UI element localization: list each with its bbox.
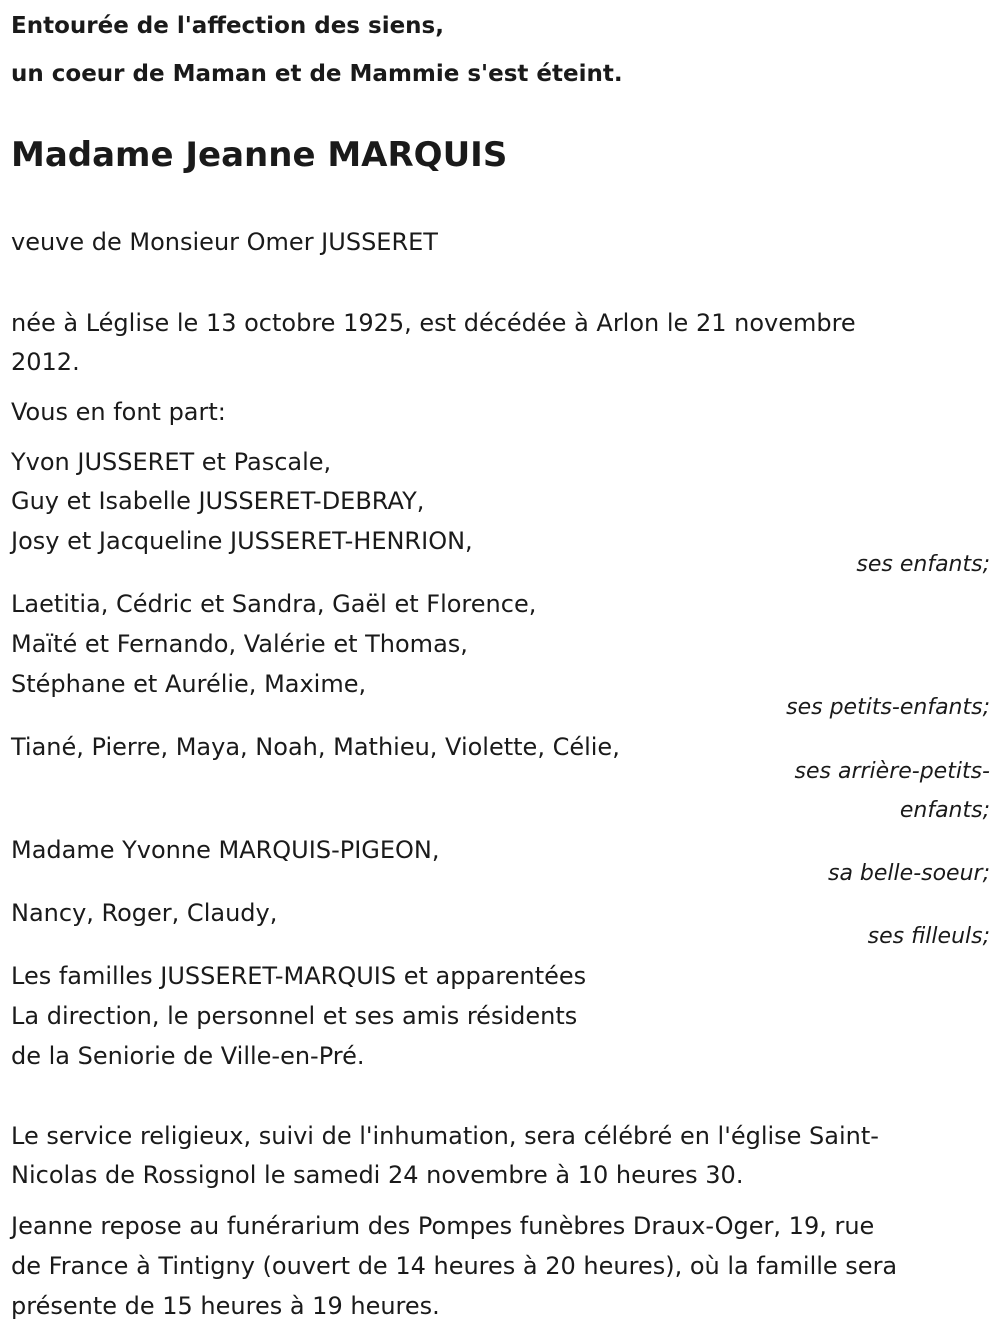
deceased-name: Madame Jeanne MARQUIS bbox=[11, 135, 508, 175]
birth-death-line-1: née à Léglise le 13 octobre 1925, est décédée à Arlon le 21 novembre bbox=[11, 309, 856, 337]
relation-label: ses enfants; bbox=[856, 552, 990, 577]
others-line: La direction, le personnel et ses amis résidents bbox=[11, 1002, 578, 1030]
family-line: Maïté et Fernando, Valérie et Thomas, bbox=[11, 630, 468, 658]
family-line: Guy et Isabelle JUSSERET-DEBRAY, bbox=[11, 487, 425, 515]
family-line: Tiané, Pierre, Maya, Noah, Mathieu, Violette, Célie, bbox=[11, 733, 620, 761]
family-line: Madame Yvonne MARQUIS-PIGEON, bbox=[11, 836, 440, 864]
spouse-line: veuve de Monsieur Omer JUSSERET bbox=[11, 228, 438, 256]
family-line: Laetitia, Cédric et Sandra, Gaël et Florence, bbox=[11, 590, 537, 618]
birth-death-line-2: 2012. bbox=[11, 348, 80, 376]
relation-label: enfants; bbox=[899, 798, 990, 823]
funeral-home-line: présente de 15 heures à 19 heures. bbox=[11, 1292, 440, 1320]
funeral-home-line: de France à Tintigny (ouvert de 14 heures à 20 heures), où la famille sera bbox=[11, 1252, 898, 1280]
family-line: Yvon JUSSERET et Pascale, bbox=[11, 448, 332, 476]
funeral-home-line: Jeanne repose au funérarium des Pompes funèbres Draux-Oger, 19, rue bbox=[11, 1212, 875, 1240]
relation-label: ses arrière-petits- bbox=[794, 759, 990, 784]
family-line: Stéphane et Aurélie, Maxime, bbox=[11, 670, 367, 698]
announcement: Vous en font part: bbox=[11, 398, 226, 426]
intro-line-1: Entourée de l'affection des siens, bbox=[11, 13, 444, 39]
others-line: Les familles JUSSERET-MARQUIS et apparentées bbox=[11, 962, 587, 990]
service-line: Le service religieux, suivi de l'inhumation, sera célébré en l'église Saint- bbox=[11, 1122, 879, 1150]
family-line: Nancy, Roger, Claudy, bbox=[11, 899, 278, 927]
relation-label: sa belle-soeur; bbox=[828, 861, 990, 886]
relation-label: ses petits-enfants; bbox=[786, 695, 990, 720]
service-line: Nicolas de Rossignol le samedi 24 novembre à 10 heures 30. bbox=[11, 1161, 744, 1189]
relation-label: ses filleuls; bbox=[867, 924, 990, 949]
family-line: Josy et Jacqueline JUSSERET-HENRION, bbox=[11, 527, 473, 555]
others-line: de la Seniorie de Ville-en-Pré. bbox=[11, 1042, 365, 1070]
intro-line-2: un coeur de Maman et de Mammie s'est éteint. bbox=[11, 61, 623, 87]
